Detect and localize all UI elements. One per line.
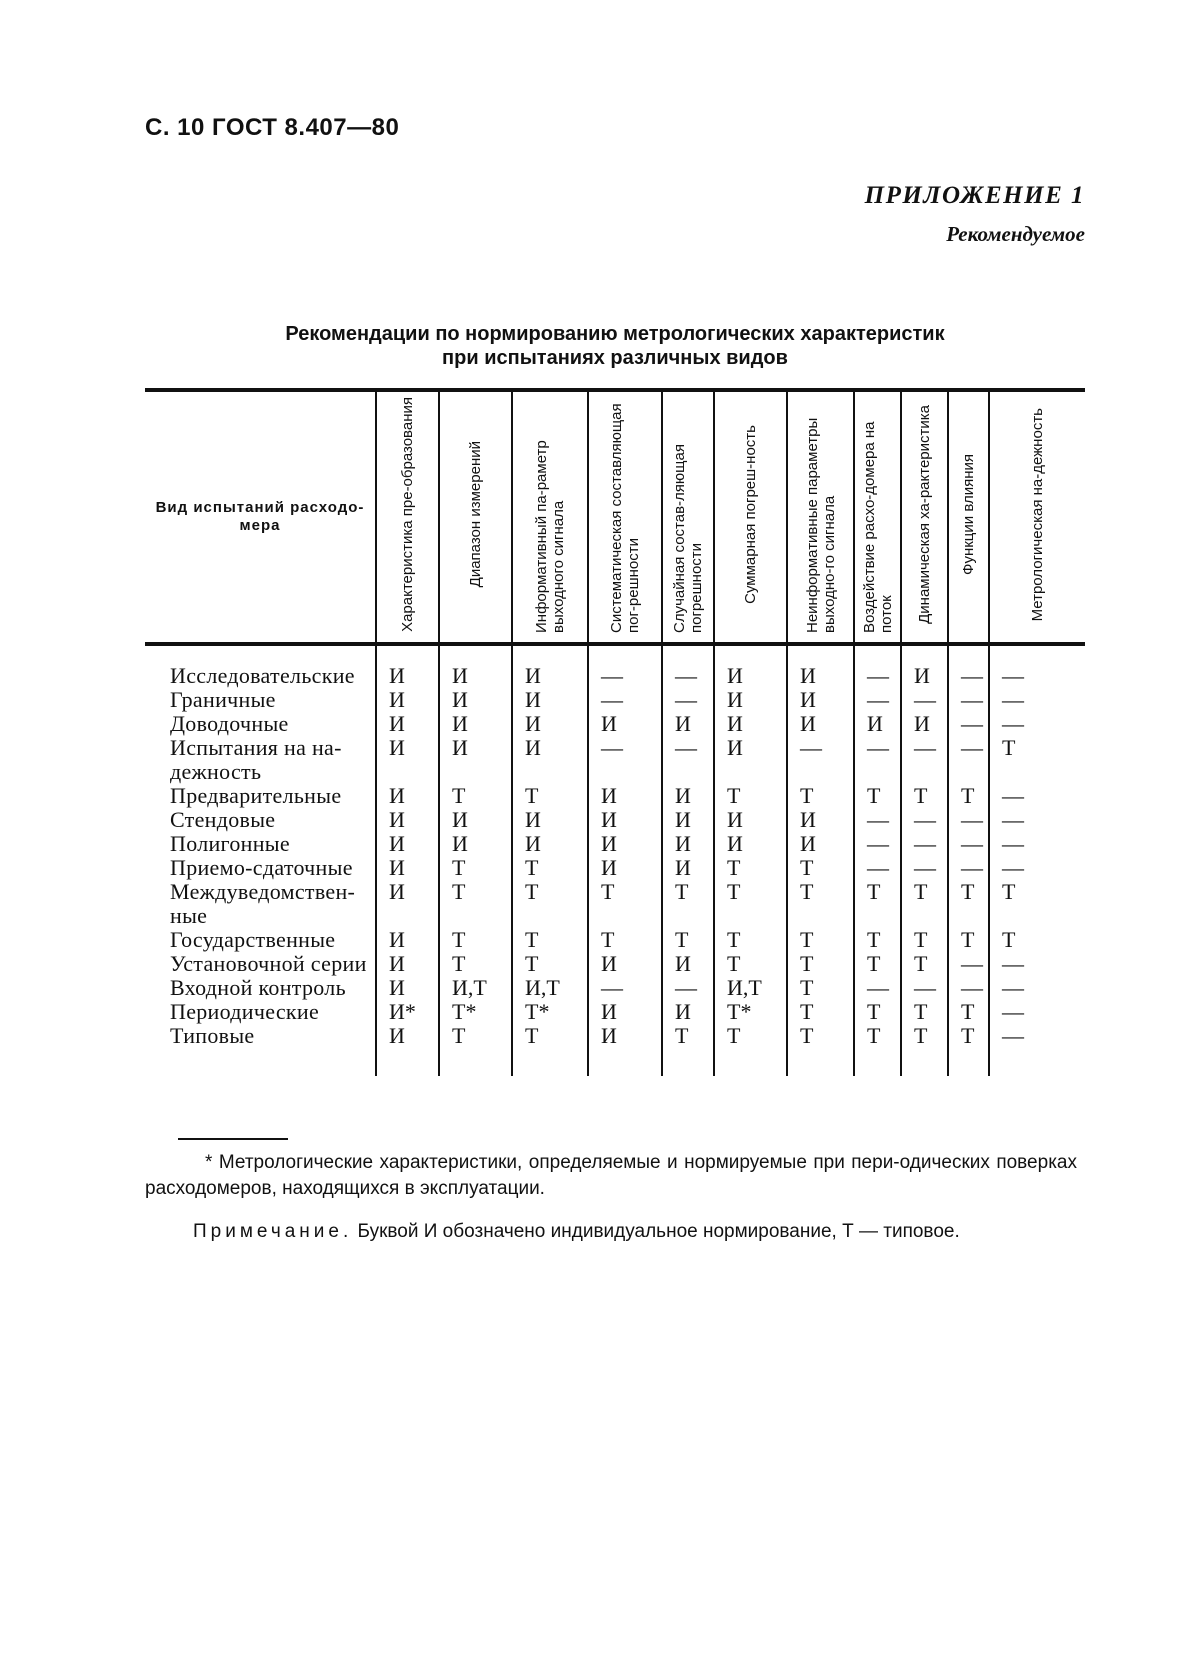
note-label: Примечание. — [193, 1221, 353, 1242]
note — [145, 1218, 1077, 1246]
table-row — [145, 808, 1085, 832]
value-cell: И — [588, 712, 662, 736]
value-cell: И — [588, 1000, 662, 1024]
value-cell: — — [588, 688, 662, 712]
column-header: Неинформативные параметры выходно-го сигнала — [787, 390, 854, 644]
test-type-cell: Типовые — [170, 1023, 255, 1048]
value-cell: — — [948, 644, 989, 688]
value-cell: — — [989, 1000, 1085, 1024]
footnote: * Метрологические характеристики, определяемые и нормируемые при пери-одических поверках расходомеров, находящихся в эксплуатации. — [145, 1152, 1077, 1199]
value-cell: Т — [787, 784, 854, 808]
value-cell: Т — [948, 1024, 989, 1076]
value-cell: И — [376, 976, 439, 1000]
value-cell: Т — [989, 736, 1085, 784]
value-cell: Т — [948, 1000, 989, 1024]
test-type-cell: Междуведомствен-ные — [170, 879, 356, 928]
value-cell: Т — [948, 928, 989, 952]
value-cell: — — [989, 712, 1085, 736]
note-text: Буквой И обозначено индивидуальное нормирование, Т — типовое. — [357, 1221, 960, 1242]
value-cell: Т — [787, 952, 854, 976]
appendix-subtitle: Рекомендуемое — [946, 222, 1085, 246]
value-cell: И — [376, 928, 439, 952]
test-type-cell: Установочной серии — [170, 951, 367, 976]
value-cell: Т — [439, 1024, 512, 1076]
value-cell: — — [901, 856, 948, 880]
value-cell: — — [948, 856, 989, 880]
value-cell: И — [439, 808, 512, 832]
value-cell: — — [901, 688, 948, 712]
value-cell: И — [662, 808, 714, 832]
value-cell: Т — [714, 952, 787, 976]
value-cell: И — [376, 880, 439, 928]
value-cell: Т — [787, 1000, 854, 1024]
value-cell: — — [588, 736, 662, 784]
value-cell: — — [948, 952, 989, 976]
table-caption-line-2: при испытаниях различных видов — [442, 347, 788, 369]
column-header: Воздействие расхо-домера на поток — [854, 390, 901, 644]
value-cell: И — [854, 712, 901, 736]
value-cell: — — [854, 832, 901, 856]
value-cell: — — [989, 1024, 1085, 1076]
value-cell: И — [662, 856, 714, 880]
value-cell: И — [376, 832, 439, 856]
value-cell: Т — [854, 880, 901, 928]
value-cell: И — [376, 952, 439, 976]
value-cell: И — [662, 952, 714, 976]
column-header: Диапазон измерений — [439, 390, 512, 644]
table-row — [145, 952, 1085, 976]
value-cell: — — [989, 976, 1085, 1000]
value-cell: И — [787, 712, 854, 736]
value-cell: И — [376, 1024, 439, 1076]
value-cell: И — [512, 832, 588, 856]
recommendations-table — [145, 388, 1085, 1076]
value-cell: И — [376, 688, 439, 712]
value-cell: Т — [787, 976, 854, 1000]
value-cell: И — [376, 712, 439, 736]
value-cell: И — [512, 712, 588, 736]
value-cell: И — [376, 808, 439, 832]
value-cell: И — [787, 832, 854, 856]
value-cell: И — [714, 808, 787, 832]
value-cell: Т — [439, 952, 512, 976]
value-cell: Т — [787, 880, 854, 928]
test-type-cell: Полигонные — [170, 831, 290, 856]
value-cell: И — [439, 688, 512, 712]
test-type-cell: Приемо-сдаточные — [170, 855, 353, 880]
value-cell: — — [854, 736, 901, 784]
value-cell: И,Т — [714, 976, 787, 1000]
value-cell: Т — [439, 784, 512, 808]
value-cell: Т — [714, 784, 787, 808]
table-body — [145, 644, 1085, 1076]
value-cell: И — [512, 644, 588, 688]
value-cell: — — [588, 644, 662, 688]
value-cell: Т — [439, 856, 512, 880]
value-cell: Т — [512, 928, 588, 952]
value-cell: И — [714, 688, 787, 712]
value-cell: Т — [948, 880, 989, 928]
value-cell: Т — [714, 880, 787, 928]
value-cell: Т* — [714, 1000, 787, 1024]
table-row — [145, 928, 1085, 952]
value-cell: — — [948, 976, 989, 1000]
table-row — [145, 644, 1085, 688]
value-cell: Т — [512, 856, 588, 880]
value-cell: Т — [854, 784, 901, 808]
value-cell: Т — [787, 856, 854, 880]
value-cell: Т* — [512, 1000, 588, 1024]
value-cell: — — [854, 688, 901, 712]
appendix-block — [865, 182, 1085, 247]
value-cell: Т — [588, 880, 662, 928]
value-cell: Т — [439, 880, 512, 928]
table-row — [145, 832, 1085, 856]
value-cell: Т — [901, 784, 948, 808]
value-cell: И — [512, 688, 588, 712]
value-cell: — — [948, 688, 989, 712]
value-cell: И — [662, 1000, 714, 1024]
footnote-rule — [178, 1138, 288, 1140]
table-row — [145, 784, 1085, 808]
value-cell: И — [714, 712, 787, 736]
value-cell: Т — [854, 928, 901, 952]
table-row — [145, 1000, 1085, 1024]
value-cell: — — [948, 736, 989, 784]
page-header: С. 10 ГОСТ 8.407—80 — [145, 114, 400, 141]
value-cell: И — [512, 736, 588, 784]
table-row — [145, 1024, 1085, 1076]
value-cell: — — [787, 736, 854, 784]
value-cell: Т — [714, 1024, 787, 1076]
table-header-row — [145, 390, 1085, 644]
value-cell: — — [948, 832, 989, 856]
column-header: Динамическая ха-рактеристика — [901, 390, 948, 644]
value-cell: Т — [854, 1000, 901, 1024]
test-type-cell: Периодические — [170, 999, 320, 1024]
value-cell: — — [854, 856, 901, 880]
table-row — [145, 856, 1085, 880]
value-cell: Т — [512, 784, 588, 808]
value-cell: — — [854, 976, 901, 1000]
value-cell: Т — [989, 880, 1085, 928]
value-cell: Т — [854, 952, 901, 976]
column-header: Суммарная погреш-ность — [714, 390, 787, 644]
column-header: Характеристика пре-образования — [376, 390, 439, 644]
test-type-cell: Исследовательские — [170, 663, 355, 688]
test-type-cell: Испытания на на-дежность — [170, 735, 342, 784]
value-cell: И — [588, 1024, 662, 1076]
value-cell: И — [588, 784, 662, 808]
value-cell: И — [376, 736, 439, 784]
value-cell: И — [439, 832, 512, 856]
value-cell: И — [787, 808, 854, 832]
value-cell: — — [948, 712, 989, 736]
value-cell: — — [901, 976, 948, 1000]
value-cell: И — [588, 808, 662, 832]
value-cell: — — [989, 832, 1085, 856]
value-cell: — — [662, 688, 714, 712]
value-cell: Т — [512, 880, 588, 928]
value-cell: — — [854, 644, 901, 688]
value-cell: Т — [901, 952, 948, 976]
column-header: Информативный па-раметр выходного сигнала — [512, 390, 588, 644]
value-cell: И — [901, 644, 948, 688]
value-cell: И — [901, 712, 948, 736]
value-cell: И — [714, 832, 787, 856]
value-cell: Т — [439, 928, 512, 952]
test-type-cell: Входной контроль — [170, 975, 346, 1000]
value-cell: Т — [787, 1024, 854, 1076]
value-cell: И,Т — [512, 976, 588, 1000]
value-cell: — — [901, 832, 948, 856]
value-cell: И,Т — [439, 976, 512, 1000]
test-type-cell: Доводочные — [170, 711, 289, 736]
value-cell: И — [714, 736, 787, 784]
value-cell: Т — [662, 1024, 714, 1076]
value-cell: Т — [989, 928, 1085, 952]
table-row — [145, 688, 1085, 712]
value-cell: — — [989, 688, 1085, 712]
value-cell: Т — [854, 1024, 901, 1076]
value-cell: И — [439, 644, 512, 688]
value-cell: И — [588, 856, 662, 880]
value-cell: — — [989, 952, 1085, 976]
value-cell: Т — [787, 928, 854, 952]
value-cell: Т* — [439, 1000, 512, 1024]
value-cell: Т — [662, 880, 714, 928]
value-cell: И — [512, 808, 588, 832]
value-cell: — — [854, 808, 901, 832]
value-cell: — — [662, 736, 714, 784]
value-cell: — — [588, 976, 662, 1000]
column-header: Систематическая составляющая пог-решности — [588, 390, 662, 644]
value-cell: И* — [376, 1000, 439, 1024]
value-cell: — — [989, 644, 1085, 688]
column-header: Функции влияния — [948, 390, 989, 644]
value-cell: И — [376, 856, 439, 880]
table-row — [145, 736, 1085, 784]
value-cell: Т — [588, 928, 662, 952]
column-header: Случайная состав-ляющая погрешности — [662, 390, 714, 644]
table-caption-line-1: Рекомендации по нормированию метрологических характеристик — [285, 323, 945, 345]
value-cell: — — [901, 808, 948, 832]
value-cell: Т — [901, 1000, 948, 1024]
value-cell: И — [588, 952, 662, 976]
value-cell: Т — [714, 856, 787, 880]
value-cell: — — [989, 808, 1085, 832]
value-cell: Т — [714, 928, 787, 952]
value-cell: И — [787, 688, 854, 712]
value-cell: — — [989, 784, 1085, 808]
test-type-cell: Предварительные — [170, 783, 342, 808]
value-cell: Т — [512, 952, 588, 976]
value-cell: Т — [901, 880, 948, 928]
test-type-cell: Стендовые — [170, 807, 276, 832]
value-cell: Т — [901, 928, 948, 952]
value-cell: — — [662, 644, 714, 688]
table-row — [145, 976, 1085, 1000]
row-header-cell: Вид испытаний расходо-мера — [145, 390, 376, 644]
value-cell: И — [439, 712, 512, 736]
value-cell: Т — [662, 928, 714, 952]
column-header: Метрологическая на-дежность — [989, 390, 1085, 644]
value-cell: И — [662, 784, 714, 808]
value-cell: — — [901, 736, 948, 784]
table-caption — [145, 322, 1085, 370]
value-cell: И — [714, 644, 787, 688]
value-cell: И — [439, 736, 512, 784]
test-type-cell: Государственные — [170, 927, 336, 952]
table-row — [145, 880, 1085, 928]
value-cell: Т — [512, 1024, 588, 1076]
value-cell: И — [376, 784, 439, 808]
value-cell: Т — [901, 1024, 948, 1076]
table-container — [145, 388, 1085, 1076]
value-cell: И — [588, 832, 662, 856]
value-cell: И — [662, 712, 714, 736]
value-cell: И — [376, 644, 439, 688]
value-cell: И — [787, 644, 854, 688]
value-cell: Т — [948, 784, 989, 808]
value-cell: И — [662, 832, 714, 856]
value-cell: — — [662, 976, 714, 1000]
value-cell: — — [989, 856, 1085, 880]
test-type-cell: Граничные — [170, 687, 276, 712]
table-row — [145, 712, 1085, 736]
appendix-title: ПРИЛОЖЕНИЕ 1 — [864, 182, 1085, 209]
value-cell: — — [948, 808, 989, 832]
